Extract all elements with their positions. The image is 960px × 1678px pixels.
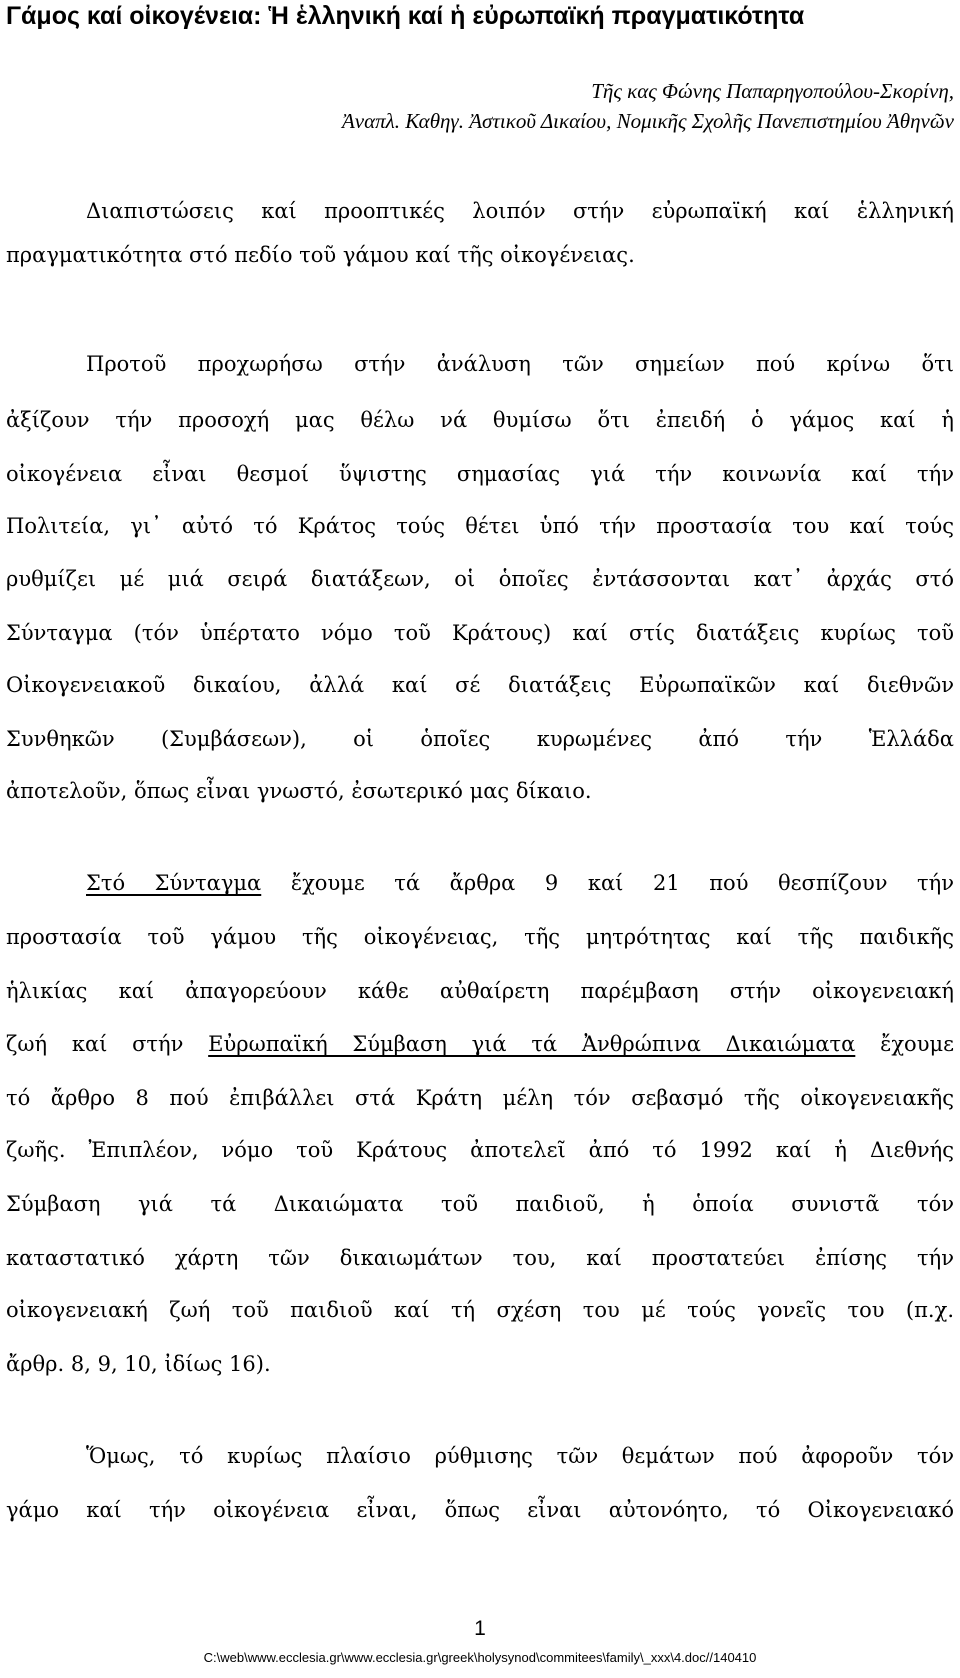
intro-line: Διαπιστώσεις καί προοπτικές λοιπόν στήν εὐρωπαϊκή καί ἑλληνική xyxy=(86,199,954,223)
paragraph-line: γάμο καί τήν οἰκογένεια εἶναι, ὅπως εἶναι αὐτονόητο, τό Οἰκογενειακό xyxy=(6,1498,954,1522)
paragraph-line: ρυθμίζει μέ μιά σειρά διατάξεων, οἱ ὁποῖες ἐντάσσονται κατ᾽ ἀρχάς στό xyxy=(6,567,954,591)
paragraph-line: Πολιτεία, γι᾽ αὐτό τό Κράτος τούς θέτει ὑπό τήν προστασία του καί τούς xyxy=(6,514,954,538)
paragraph-line: ἄρθρ. 8, 9, 10, ἰδίως 16). xyxy=(6,1352,271,1376)
paragraph-line: τό ἄρθρο 8 πού ἐπιβάλλει στά Κράτη μέλη τόν σεβασμό τῆς οἰκογενειακῆς xyxy=(6,1086,954,1110)
author-block xyxy=(342,76,954,136)
paragraph-line: Προτοῦ προχωρήσω στήν ἀνάλυση τῶν σημείων πού κρίνω ὅτι xyxy=(86,352,954,376)
paragraph-line: ἡλικίας καί ἀπαγορεύουν κάθε αὐθαίρετη παρέμβαση στήν οἰκογενειακή xyxy=(6,979,954,1003)
author-affiliation: Ἀναπλ. Καθηγ. Ἀστικοῦ Δικαίου, Νομικῆς Σχολῆς Πανεπιστημίου Ἀθηνῶν xyxy=(341,109,954,133)
paragraph-line: καταστατικό χάρτη τῶν δικαιωμάτων του, καί προστατεύει ἐπίσης τήν xyxy=(6,1246,954,1270)
paragraph-line: ζωῆς. Ἐπιπλέον, νόμο τοῦ Κράτους ἀποτελεῖ ἀπό τό 1992 καί ἡ Διεθνής xyxy=(6,1138,954,1162)
paragraph-line: Συνθηκῶν (Συμβάσεων), οἱ ὁποῖες κυρωμένες ἀπό τήν Ἑλλάδα xyxy=(6,727,954,751)
document-title: Γάμος καί οἰκογένεια: Ἡ ἑλληνική καί ἡ εὐρωπαϊκή πραγματικότητα xyxy=(6,2,805,30)
page-number: 1 xyxy=(474,1617,486,1640)
paragraph-line: ζωή καί στήν Εὐρωπαϊκή Σύμβαση γιά τά Ἀνθρώπινα Δικαιώματα ἔχουμε xyxy=(6,1032,954,1056)
paragraph-line: Στό Σύνταγμα ἔχουμε τά ἄρθρα 9 καί 21 πού θεσπίζουν τήν xyxy=(86,871,955,895)
underlined-term-constitution: Στό Σύνταγμα xyxy=(86,871,262,895)
paragraph-line: Σύμβαση γιά τά Δικαιώματα τοῦ παιδιοῦ, ἡ ὁποία συνιστᾶ τόν xyxy=(6,1192,954,1216)
footer-file-path: C:\web\www.ecclesia.gr\www.ecclesia.gr\greek\holysynod\commitees\family\_xxx\4.doc//140410 xyxy=(203,1650,757,1665)
paragraph-line: οἰκογενειακή ζωή τοῦ παιδιοῦ καί τή σχέση του μέ τούς γονεῖς του (π.χ. xyxy=(6,1298,954,1322)
paragraph-line: ἀξίζουν τήν προσοχή μας θέλω νά θυμίσω ὅτι ἐπειδή ὁ γάμος καί ἡ xyxy=(6,408,954,432)
paragraph-line: Οἰκογενειακοῦ δικαίου, ἀλλά καί σέ διατάξεις Εὐρωπαϊκῶν καί διεθνῶν xyxy=(6,673,954,697)
paragraph-line: Σύνταγμα (τόν ὑπέρτατο νόμο τοῦ Κράτους) καί στίς διατάξεις κυρίως τοῦ xyxy=(6,621,954,645)
paragraph-line: προστασία τοῦ γάμου τῆς οἰκογένειας, τῆς μητρότητας καί τῆς παιδικῆς xyxy=(6,925,954,949)
author-name: Τῆς κας Φώνης Παπαρηγοπούλου-Σκορίνη, xyxy=(591,79,954,103)
paragraph-line: Ὅμως, τό κυρίως πλαίσιο ρύθμισης τῶν θεμάτων πού ἀφοροῦν τόν xyxy=(86,1444,954,1468)
paragraph-line: οἰκογένεια εἶναι θεσμοί ὕψιστης σημασίας γιά τήν κοινωνία καί τήν xyxy=(6,462,954,486)
underlined-term-echr: Εὐρωπαϊκή Σύμβαση γιά τά Ἀνθρώπινα Δικαιώματα xyxy=(208,1032,856,1056)
intro-line: πραγματικότητα στό πεδίο τοῦ γάμου καί τῆς οἰκογένειας. xyxy=(6,243,635,267)
paragraph-line: ἀποτελοῦν, ὅπως εἶναι γνωστό, ἐσωτερικό μας δίκαιο. xyxy=(6,779,592,803)
